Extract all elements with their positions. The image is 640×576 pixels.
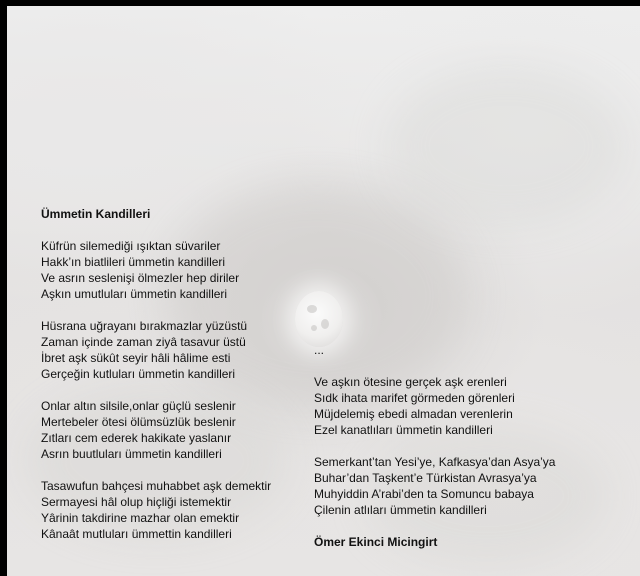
author-signature: Ömer Ekinci Micingirt (314, 535, 438, 549)
stanza-2 (41, 318, 247, 382)
verse-line: Hüsrana uğrayanı bırakmazlar yüzüstü (41, 319, 248, 333)
verse-line: Asrın buutluları ümmetin kandilleri (41, 447, 222, 461)
stanza-5 (314, 374, 515, 438)
verse-line: Sermayesi hâl olup hiçliği istemektir (41, 495, 232, 509)
verse-line: Müjdelemiş ebedi almadan verenlerin (314, 407, 513, 421)
verse-line: Zıtları cem ederek hakikate yaslanır (41, 431, 232, 445)
verse-line: Çilenin atlıları ümmetin kandilleri (314, 503, 487, 517)
stanza-3 (41, 398, 236, 462)
verse-line: İbret aşk sükût seyir hâli hâlime esti (41, 351, 231, 365)
verse-line: Sıdk ihata marifet görmeden görenleri (314, 391, 515, 405)
verse-line: Gerçeğin kutluları ümmetin kandilleri (41, 367, 236, 381)
verse-line: Ve aşkın ötesine gerçek aşk erenleri (314, 375, 507, 389)
verse-line: Onlar altın silsile,onlar güçlü seslenir (41, 399, 236, 413)
cloud-shape (387, 66, 627, 226)
verse-line: Ve asrın seslenişi ölmezler hep diriler (41, 271, 240, 285)
verse-line: Yârinin takdirine mazhar olan emektir (41, 511, 240, 525)
verse-line: Mertebeler ötesi ölümsüzlük beslenir (41, 415, 236, 429)
verse-line: Zaman içinde zaman ziyâ tasavur üstü (41, 335, 246, 349)
verse-line: Buhar’dan Taşkent’e Türkistan Avrasya’ya (314, 471, 537, 485)
verse-line: Tasawufun bahçesi muhabbet aşk demektir (41, 479, 272, 493)
moon-image (295, 291, 343, 347)
verse-line: Kânaât mutluları ümmettin kandilleri (41, 527, 232, 541)
stanza-4 (41, 478, 271, 542)
verse-line: Muhyiddin A’rabi’den ta Somuncu babaya (314, 487, 534, 501)
verse-line: Ezel kanatlıları ümmetin kandilleri (314, 423, 493, 437)
stanza-6 (314, 454, 555, 518)
verse-line: Semerkant’tan Yesi’ye, Kafkasya’dan Asya’ya (314, 455, 556, 469)
poem-page (7, 6, 640, 576)
stanza-1 (41, 238, 239, 302)
ellipsis-text: ... (314, 343, 325, 357)
verse-line: Hakk’ın biatlileri ümmetin kandilleri (41, 255, 226, 269)
poem-title: Ümmetin Kandilleri (41, 207, 151, 221)
verse-line: Aşkın umutluları ümmetin kandilleri (41, 287, 228, 301)
verse-line: Küfrün silemediği ışıktan süvariler (41, 239, 221, 253)
